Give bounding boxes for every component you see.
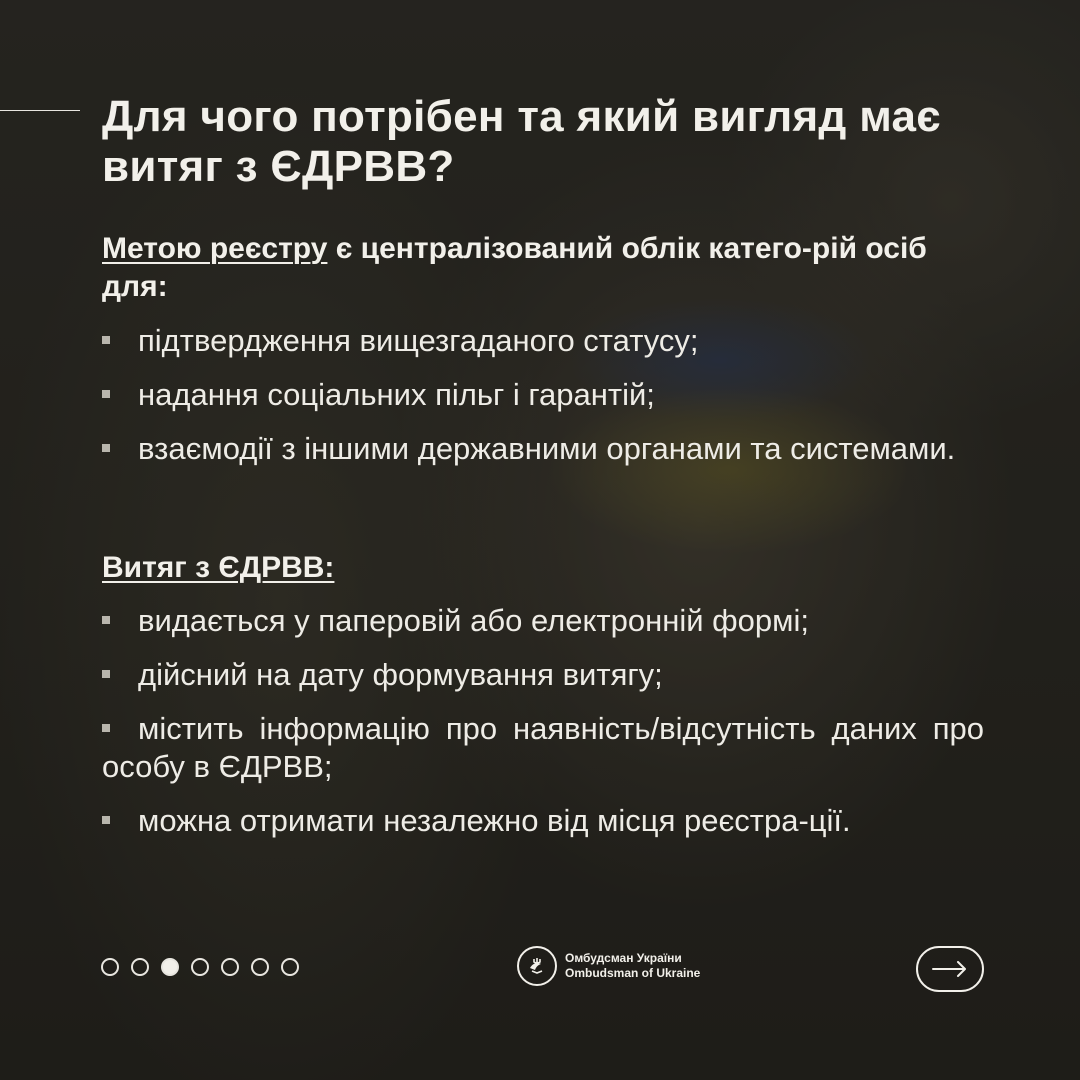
list-item: взаємодії з іншими державними органами та системами. bbox=[102, 430, 984, 468]
square-bullet-icon bbox=[102, 444, 110, 452]
square-bullet-icon bbox=[102, 336, 110, 344]
list-item: видається у паперовій або електронній формі; bbox=[102, 602, 984, 640]
pagination-dot[interactable] bbox=[161, 958, 179, 976]
pagination-dot[interactable] bbox=[221, 958, 239, 976]
page-title: Для чого потрібен та який вигляд має витяг з ЄДРВВ? bbox=[102, 92, 941, 191]
ombudsman-logo-icon bbox=[517, 946, 557, 986]
square-bullet-icon bbox=[102, 816, 110, 824]
square-bullet-icon bbox=[102, 670, 110, 678]
section1-heading-underlined: Метою реєстру bbox=[102, 232, 328, 265]
square-bullet-icon bbox=[102, 390, 110, 398]
arrow-right-icon bbox=[932, 961, 968, 977]
carousel-pagination bbox=[101, 958, 299, 976]
pagination-dot[interactable] bbox=[131, 958, 149, 976]
list-item: можна отримати незалежно від місця реєстра-ції. bbox=[102, 802, 984, 840]
section1-heading-rest: є централізований облік катего-рій осіб для: bbox=[102, 232, 927, 303]
section2-heading: Витяг з ЄДРВВ: bbox=[102, 551, 335, 584]
list-item: містить інформацію про наявність/відсутність даних про особу в ЄДРВВ; bbox=[102, 711, 984, 784]
list-item: підтвердження вищезгаданого статусу; bbox=[102, 322, 984, 360]
dove-trident-icon bbox=[525, 954, 549, 978]
section1-list bbox=[102, 322, 984, 484]
pagination-dot[interactable] bbox=[101, 958, 119, 976]
decorative-rule bbox=[0, 110, 80, 111]
brand-name-uk: Омбудсман України bbox=[565, 951, 682, 965]
brand-name-en: Ombudsman of Ukraine bbox=[565, 966, 701, 980]
section1-heading bbox=[102, 230, 982, 306]
brand-logo bbox=[517, 946, 700, 986]
pagination-dot[interactable] bbox=[191, 958, 209, 976]
list-item: дійсний на дату формування витягу; bbox=[102, 656, 984, 694]
next-slide-button[interactable] bbox=[916, 946, 984, 992]
pagination-dot[interactable] bbox=[281, 958, 299, 976]
square-bullet-icon bbox=[102, 616, 110, 624]
pagination-dot[interactable] bbox=[251, 958, 269, 976]
section2-list bbox=[102, 602, 984, 856]
list-item: надання соціальних пільг і гарантій; bbox=[102, 376, 984, 414]
square-bullet-icon bbox=[102, 724, 110, 732]
